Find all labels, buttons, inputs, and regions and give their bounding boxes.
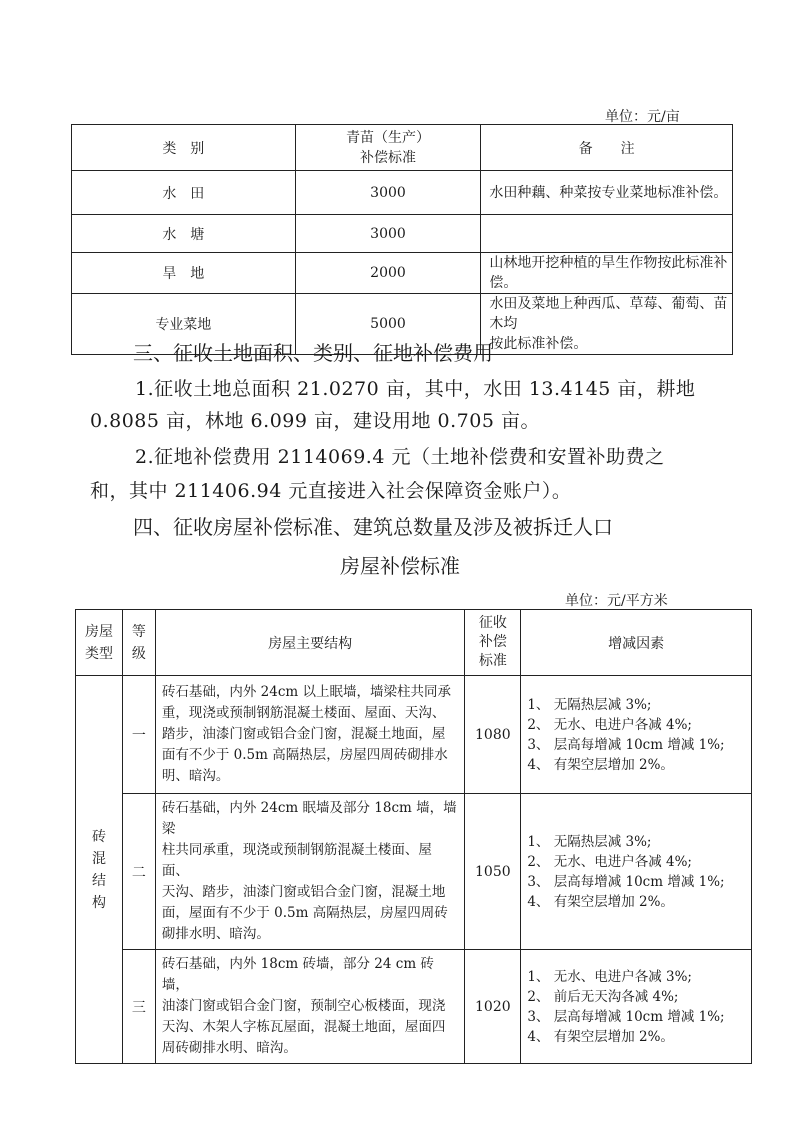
table2-header-row [76,610,752,676]
standard-cell: 1080 [465,676,521,794]
row-remarks: 水田种藕、种菜按专业菜地标准补偿。 [481,171,733,215]
structure-line: 明、暗沟。 [161,768,230,784]
factor-line: 2、 前后无天沟各减 4%; [527,988,679,1005]
factor-line: 1、 无水、电进户各减 3%; [527,968,692,985]
section3-para2-line1: 2.征地补偿费用 2114069.4 元（土地补偿费和安置补助费之 [135,446,665,468]
house-table-title: 房屋补偿标准 [340,554,460,578]
header-standard-line2: 补偿 [478,634,507,650]
remarks-line2: 按此标准补偿。 [489,336,588,352]
row-category: 旱 地 [72,253,296,294]
factor-line: 3、 层高每增减 10cm 增减 1%; [527,736,725,753]
structure-line: 面有不少于 0.5m 高隔热层，房屋四周砖砌排水 [161,747,448,763]
header-remarks: 备 注 [481,125,733,171]
structure-line: 面，屋面有不少于 0.5m 高隔热层，房屋四周砖 [161,905,448,921]
header-grade [122,610,155,676]
factors-cell [521,950,752,1064]
section3-para2-line2: 和，其中 211406.94 元直接进入社会保障资金账户）。 [90,480,572,502]
factor-line: 1、 无隔热层减 3%; [527,696,652,713]
structure-line: 砖石基础，内外 18cm 砖墙，部分 24 cm 砖墙， [161,956,434,993]
factor-line: 2、 无水、电进户各减 4%; [527,716,692,733]
factor-line: 4、 有架空层增加 2%。 [527,756,674,773]
row-remarks [481,215,733,253]
table-row [72,171,733,215]
row-category: 水 塘 [72,215,296,253]
factor-line: 4、 有架空层增加 2%。 [527,893,674,910]
structure-line: 柱共同承重，现浇或预制钢筋混凝土楼面、屋面、 [161,842,432,879]
structure-line: 踏步，油漆门窗或铝合金门窗，混凝土地面，屋 [161,726,446,742]
section3-para1-line2: 0.8085 亩，林地 6.099 亩，建设用地 0.705 亩。 [90,410,540,432]
structure-cell [155,794,464,950]
type-char: 结 [91,872,106,889]
table1-header-row [72,125,733,171]
header-factors: 增减因素 [521,610,752,676]
header-standard [295,125,481,171]
table1-unit: 单位：元/亩 [605,109,680,125]
structure-line: 砌排水明、暗沟。 [161,926,270,942]
factor-line: 3、 层高每增减 10cm 增减 1%; [527,1008,725,1025]
table-row [76,794,752,950]
type-char: 混 [91,850,106,867]
section4-heading: 四、征收房屋补偿标准、建筑总数量及涉及被拆迁人口 [133,515,613,539]
header-grade-line2: 级 [131,645,146,662]
house-compensation-table [75,609,752,1064]
factors-cell [521,676,752,794]
type-char: 砖 [91,828,106,845]
row-standard: 3000 [295,215,481,253]
structure-line: 周砖砌排水明、暗沟。 [161,1040,297,1056]
factors-cell [521,794,752,950]
table-row [76,950,752,1064]
house-type-cell [76,676,123,1064]
structure-line: 天沟、踏步，油漆门窗或铝合金门窗，混凝土地 [161,884,446,900]
header-house-type-line2: 类型 [84,645,113,662]
structure-line: 砖石基础，内外 24cm 以上眠墙，墙梁柱共同承 [161,684,451,700]
factor-line: 4、 有架空层增加 2%。 [527,1028,674,1045]
remarks-line1: 水田及菜地上种西瓜、草莓、葡萄、苗木均 [489,296,728,332]
factor-line: 2、 无水、电进户各减 4%; [527,853,692,870]
structure-line: 油漆门窗或铝合金门窗，预制空心板楼面，现浇 [161,998,446,1014]
structure-line: 砖石基础，内外 24cm 眠墙及部分 18cm 墙，墙梁 [161,800,457,837]
header-category: 类 别 [72,125,296,171]
header-house-type [76,610,123,676]
standard-cell: 1020 [465,950,521,1064]
header-house-type-line1: 房屋 [84,623,113,640]
table2-unit: 单位：元/平方米 [565,593,668,609]
structure-line: 重，现浇或预制钢筋混凝土楼面、屋面、天沟、 [161,705,446,721]
header-structure: 房屋主要结构 [155,610,464,676]
table-row [72,215,733,253]
structure-line: 天沟、木架人字栋瓦屋面，混凝土地面，屋面四 [161,1019,446,1035]
row-standard: 5000 [295,294,481,355]
header-standard-line1: 征收 [478,615,507,631]
header-standard-line1: 青苗（生产） [346,129,430,146]
factor-line: 3、 层高每增减 10cm 增减 1%; [527,873,725,890]
row-standard: 3000 [295,171,481,215]
section3-heading: 三、征收土地面积、类别、征地补偿费用 [133,341,493,365]
row-category: 水 田 [72,171,296,215]
standard-cell: 1050 [465,794,521,950]
grade-cell: 一 [122,676,155,794]
row-category: 专业菜地 [72,294,296,355]
grade-cell: 二 [122,794,155,950]
table-row [76,676,752,794]
row-remarks: 山林地开挖种植的旱生作物按此标准补偿。 [481,253,733,294]
structure-cell [155,950,464,1064]
header-standard [465,610,521,676]
section3-para1-line1: 1.征收土地总面积 21.0270 亩，其中，水田 13.4145 亩，耕地 [135,378,696,400]
header-standard-line2: 补偿标准 [360,149,416,166]
row-standard: 2000 [295,253,481,294]
seedling-compensation-table [71,124,733,355]
structure-cell [155,676,464,794]
header-standard-line3: 标准 [478,653,507,669]
grade-cell: 三 [122,950,155,1064]
table-row [72,253,733,294]
factor-line: 1、 无隔热层减 3%; [527,833,652,850]
row-remarks [481,294,733,355]
header-grade-line1: 等 [131,623,146,640]
type-char: 构 [91,894,106,911]
